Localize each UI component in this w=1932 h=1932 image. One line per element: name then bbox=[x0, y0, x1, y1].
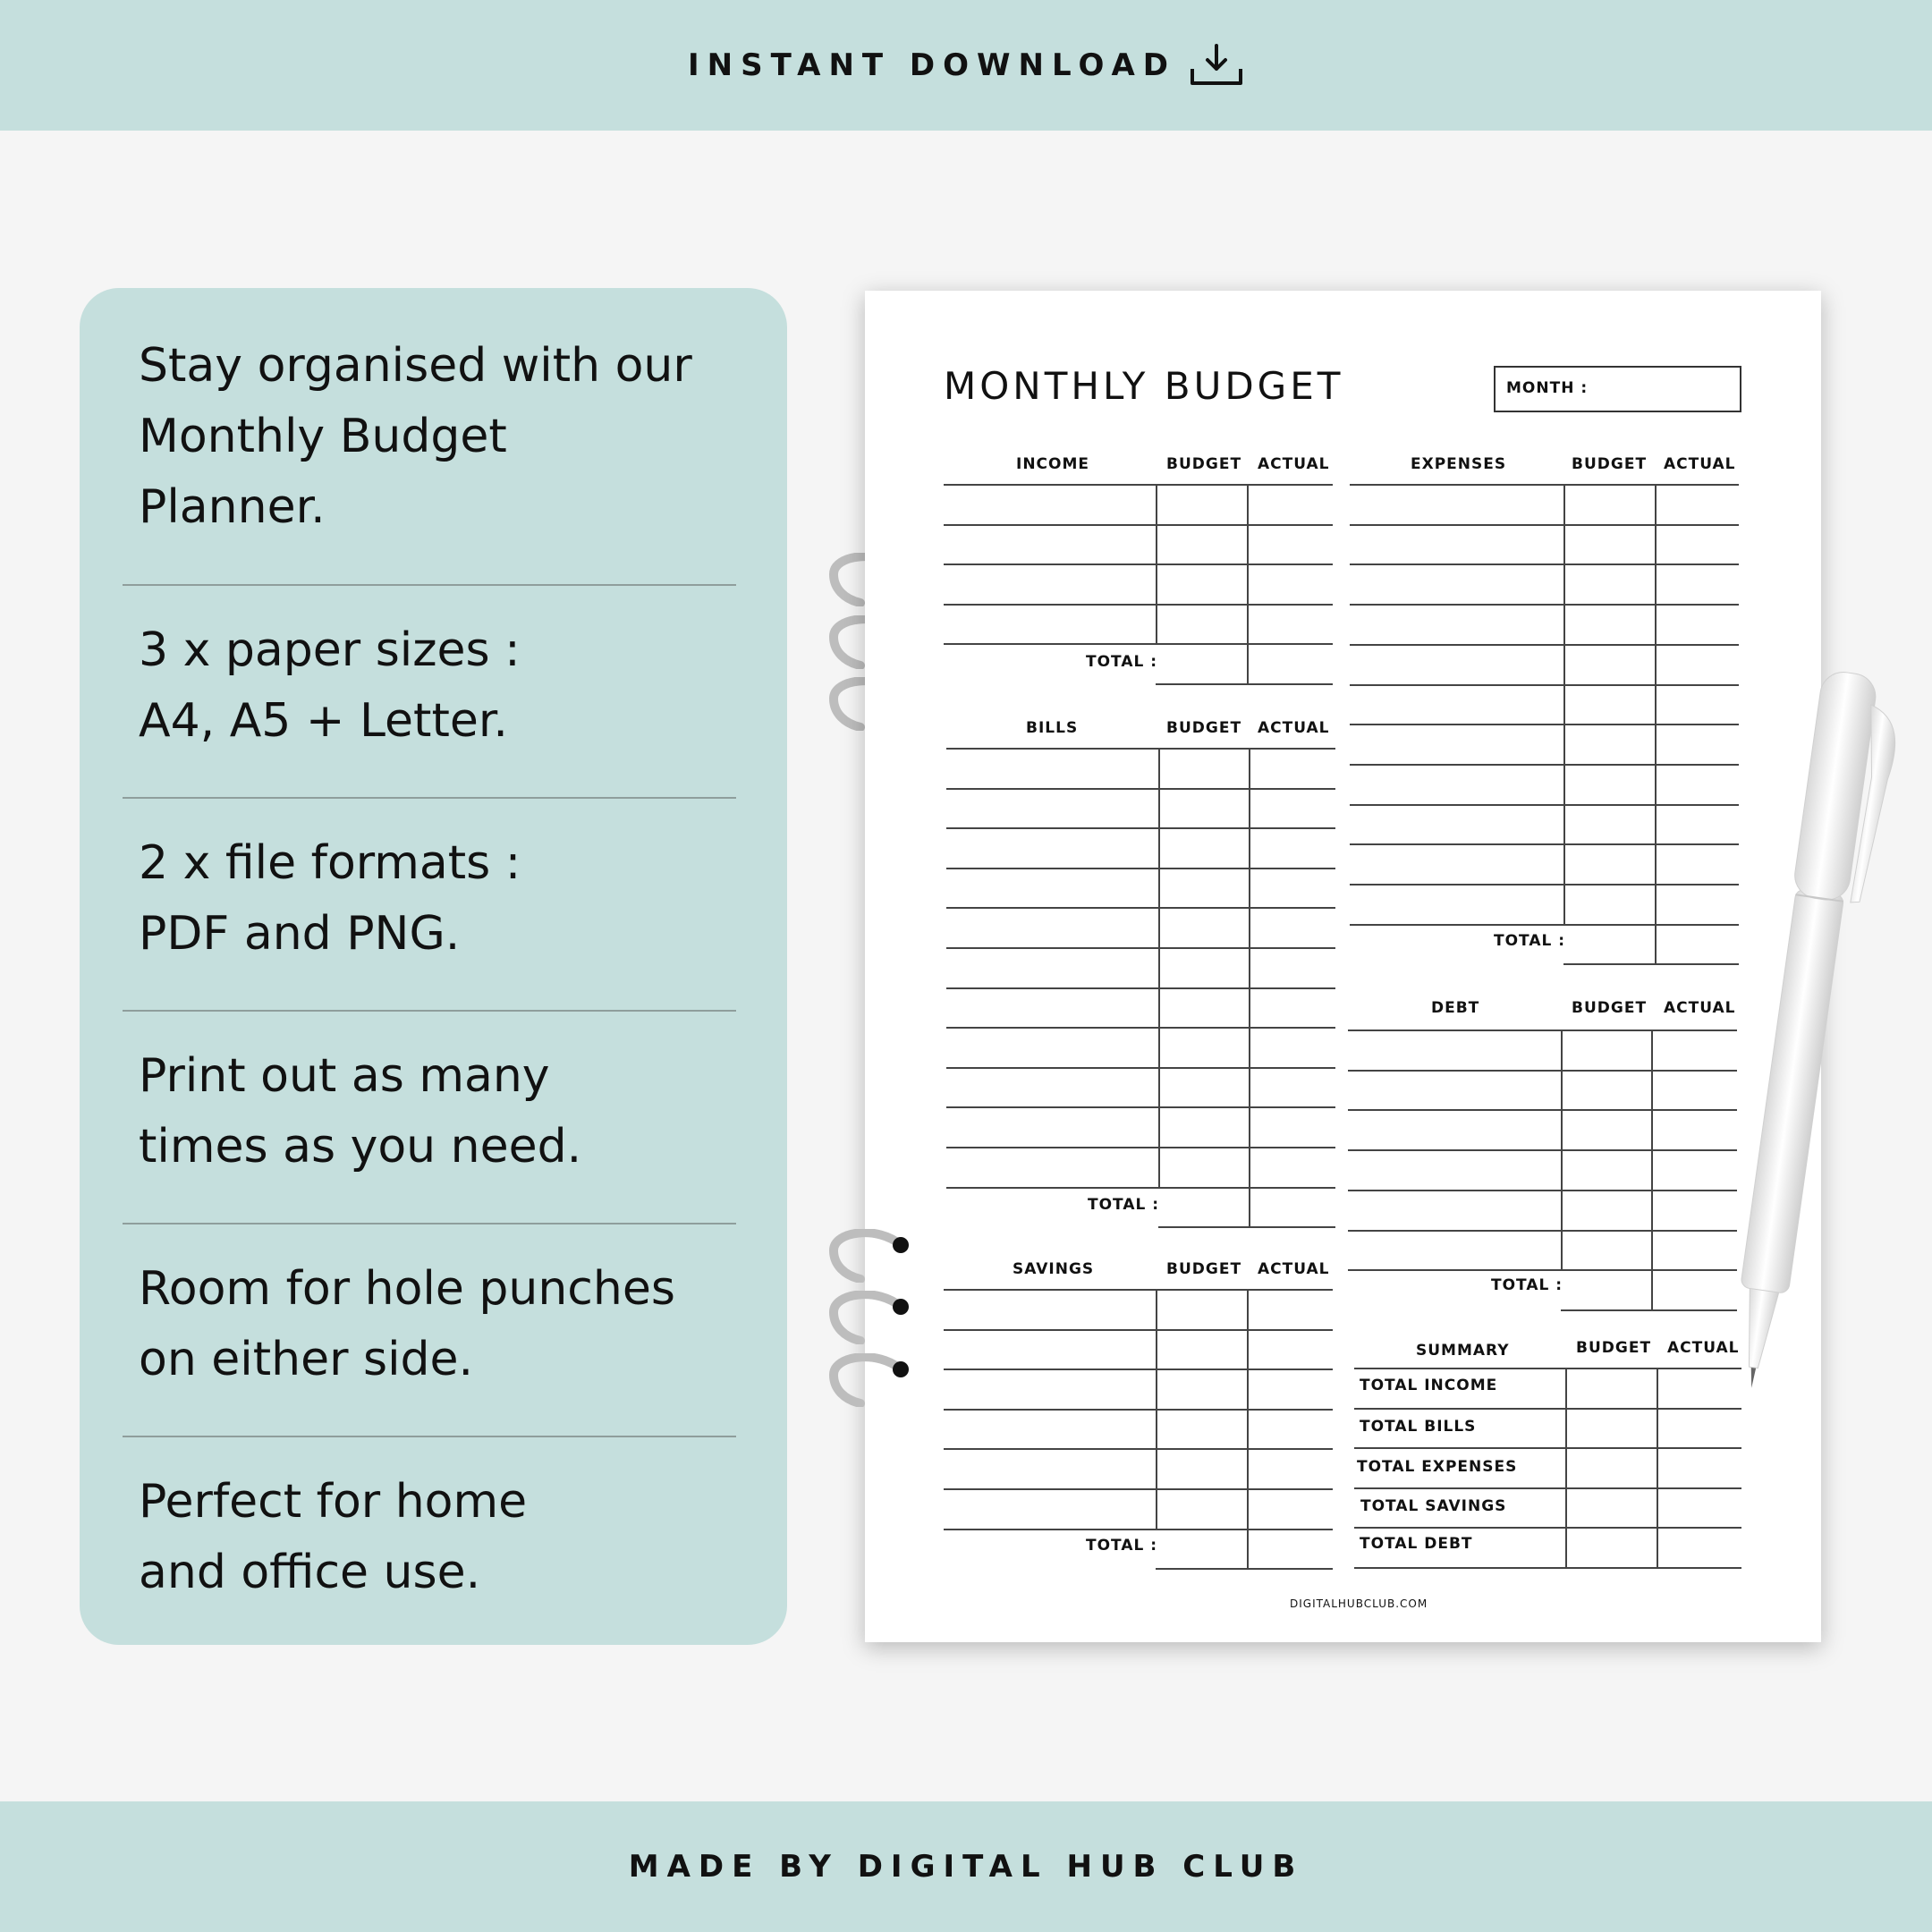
planner-footer-url: DIGITALHUBCLUB.COM bbox=[1290, 1597, 1428, 1610]
grid-line bbox=[1156, 1568, 1333, 1570]
summary-actual-header: ACTUAL bbox=[1667, 1339, 1740, 1357]
summary-header: SUMMARY bbox=[1416, 1342, 1510, 1360]
made-by-text: MADE BY DIGITAL HUB CLUB bbox=[628, 1849, 1304, 1885]
planner-title: MONTHLY BUDGET bbox=[944, 364, 1344, 408]
grid-line bbox=[1348, 1030, 1737, 1031]
grid-line bbox=[1563, 484, 1565, 924]
grid-line bbox=[1354, 1487, 1741, 1489]
grid-line bbox=[1156, 484, 1157, 643]
feature-divider bbox=[123, 584, 736, 586]
summary-total-savings: TOTAL SAVINGS bbox=[1360, 1497, 1507, 1515]
grid-line bbox=[944, 1448, 1333, 1450]
grid-line bbox=[946, 1106, 1335, 1108]
grid-line bbox=[1350, 604, 1739, 606]
grid-line bbox=[944, 1329, 1333, 1331]
grid-line bbox=[1348, 1269, 1737, 1271]
debt-actual-header: ACTUAL bbox=[1664, 999, 1736, 1017]
instant-download-text: INSTANT DOWNLOAD bbox=[687, 47, 1176, 83]
feature-divider bbox=[123, 797, 736, 799]
feature-item bbox=[139, 615, 747, 757]
grid-line bbox=[946, 947, 1335, 949]
binder-ring-icon bbox=[825, 1353, 914, 1407]
feature-line: on either side. bbox=[139, 1333, 474, 1386]
grid-line bbox=[1156, 683, 1333, 685]
grid-line bbox=[1350, 684, 1739, 686]
feature-line: 3 x paper sizes : bbox=[139, 623, 521, 677]
grid-line bbox=[1158, 748, 1160, 1187]
summary-total-income: TOTAL INCOME bbox=[1360, 1377, 1498, 1394]
bills-budget-header: BUDGET bbox=[1166, 719, 1242, 737]
grid-line bbox=[944, 484, 1333, 486]
savings-total-label: TOTAL : bbox=[1086, 1537, 1158, 1555]
grid-line bbox=[944, 1409, 1333, 1411]
bills-header: BILLS bbox=[1026, 719, 1079, 737]
grid-line bbox=[944, 604, 1333, 606]
summary-total-expenses: TOTAL EXPENSES bbox=[1357, 1458, 1518, 1476]
grid-line bbox=[1354, 1567, 1741, 1569]
feature-line: Perfect for home bbox=[139, 1475, 528, 1529]
grid-line bbox=[1348, 1230, 1737, 1232]
income-header: INCOME bbox=[1016, 455, 1090, 473]
feature-line: Print out as many bbox=[139, 1049, 550, 1103]
grid-line bbox=[1561, 1030, 1563, 1269]
grid-line bbox=[1247, 484, 1249, 683]
feature-divider bbox=[123, 1223, 736, 1224]
income-actual-header: ACTUAL bbox=[1258, 455, 1330, 473]
grid-line bbox=[1350, 924, 1739, 926]
summary-total-debt: TOTAL DEBT bbox=[1360, 1535, 1473, 1553]
grid-line bbox=[1657, 1368, 1658, 1567]
savings-budget-header: BUDGET bbox=[1166, 1260, 1242, 1278]
grid-line bbox=[944, 524, 1333, 526]
grid-line bbox=[944, 1488, 1333, 1490]
feature-line: Room for hole punches bbox=[139, 1262, 675, 1316]
feature-line: and office use. bbox=[139, 1546, 481, 1599]
grid-line bbox=[1348, 1109, 1737, 1111]
feature-item bbox=[139, 1467, 747, 1608]
grid-line bbox=[1350, 564, 1739, 565]
grid-line bbox=[946, 1027, 1335, 1029]
feature-item bbox=[139, 1041, 747, 1182]
grid-line bbox=[1350, 764, 1739, 766]
feature-line: 2 x file formats : bbox=[139, 836, 521, 890]
grid-line bbox=[1651, 1030, 1653, 1309]
grid-line bbox=[1350, 484, 1739, 486]
grid-line bbox=[944, 643, 1333, 645]
grid-line bbox=[1354, 1368, 1741, 1369]
grid-line bbox=[1348, 1190, 1737, 1191]
bottom-banner bbox=[0, 1801, 1932, 1932]
expenses-total-label: TOTAL : bbox=[1494, 932, 1566, 950]
grid-line bbox=[946, 868, 1335, 869]
grid-line bbox=[946, 788, 1335, 790]
bills-total-label: TOTAL : bbox=[1088, 1196, 1160, 1214]
grid-line bbox=[946, 987, 1335, 989]
feature-item bbox=[139, 331, 747, 543]
feature-line: times as you need. bbox=[139, 1120, 582, 1174]
grid-line bbox=[1354, 1408, 1741, 1410]
grid-line bbox=[944, 564, 1333, 565]
download-icon bbox=[1189, 42, 1244, 89]
grid-line bbox=[1350, 724, 1739, 725]
grid-line bbox=[946, 748, 1335, 750]
grid-line bbox=[944, 1289, 1333, 1291]
feature-line: A4, A5 + Letter. bbox=[139, 694, 508, 748]
grid-line bbox=[946, 907, 1335, 909]
grid-line bbox=[1158, 1226, 1335, 1228]
grid-line bbox=[1350, 884, 1739, 886]
feature-line: PDF and PNG. bbox=[139, 907, 461, 961]
budget-planner-sheet bbox=[865, 291, 1821, 1642]
expenses-budget-header: BUDGET bbox=[1572, 455, 1648, 473]
binder-ring-icon bbox=[825, 1291, 914, 1344]
savings-header: SAVINGS bbox=[1013, 1260, 1095, 1278]
grid-line bbox=[1350, 843, 1739, 845]
debt-budget-header: BUDGET bbox=[1572, 999, 1648, 1017]
top-banner bbox=[0, 0, 1932, 131]
feature-line: Stay organised with our bbox=[139, 339, 692, 393]
grid-line bbox=[1354, 1527, 1741, 1529]
month-label: MONTH : bbox=[1506, 379, 1589, 397]
feature-item bbox=[139, 1254, 747, 1395]
savings-actual-header: ACTUAL bbox=[1258, 1260, 1330, 1278]
debt-total-label: TOTAL : bbox=[1491, 1276, 1563, 1294]
grid-line bbox=[946, 827, 1335, 829]
feature-line: Planner. bbox=[139, 480, 326, 534]
grid-line bbox=[1565, 1368, 1567, 1567]
grid-line bbox=[1348, 1070, 1737, 1072]
summary-total-bills: TOTAL BILLS bbox=[1360, 1418, 1477, 1436]
grid-line bbox=[1655, 484, 1657, 963]
grid-line bbox=[1249, 748, 1250, 1226]
expenses-header: EXPENSES bbox=[1411, 455, 1507, 473]
feature-divider bbox=[123, 1436, 736, 1437]
income-total-label: TOTAL : bbox=[1086, 653, 1158, 671]
bills-actual-header: ACTUAL bbox=[1258, 719, 1330, 737]
grid-line bbox=[1350, 804, 1739, 806]
feature-item bbox=[139, 828, 747, 970]
feature-line: Monthly Budget bbox=[139, 410, 507, 463]
summary-budget-header: BUDGET bbox=[1576, 1339, 1652, 1357]
grid-line bbox=[946, 1187, 1335, 1189]
grid-line bbox=[944, 1368, 1333, 1370]
grid-line bbox=[944, 1529, 1333, 1530]
pen-icon bbox=[1699, 662, 1896, 1404]
debt-header: DEBT bbox=[1431, 999, 1480, 1017]
grid-line bbox=[1354, 1447, 1741, 1449]
binder-ring-icon bbox=[825, 1229, 914, 1283]
grid-line bbox=[946, 1067, 1335, 1069]
grid-line bbox=[1348, 1149, 1737, 1151]
grid-line bbox=[1350, 524, 1739, 526]
grid-line bbox=[1247, 1289, 1249, 1568]
expenses-actual-header: ACTUAL bbox=[1664, 455, 1736, 473]
grid-line bbox=[946, 1147, 1335, 1148]
income-budget-header: BUDGET bbox=[1166, 455, 1242, 473]
grid-line bbox=[1350, 644, 1739, 646]
feature-divider bbox=[123, 1010, 736, 1012]
grid-line bbox=[1156, 1289, 1157, 1529]
feature-panel bbox=[80, 288, 787, 1645]
